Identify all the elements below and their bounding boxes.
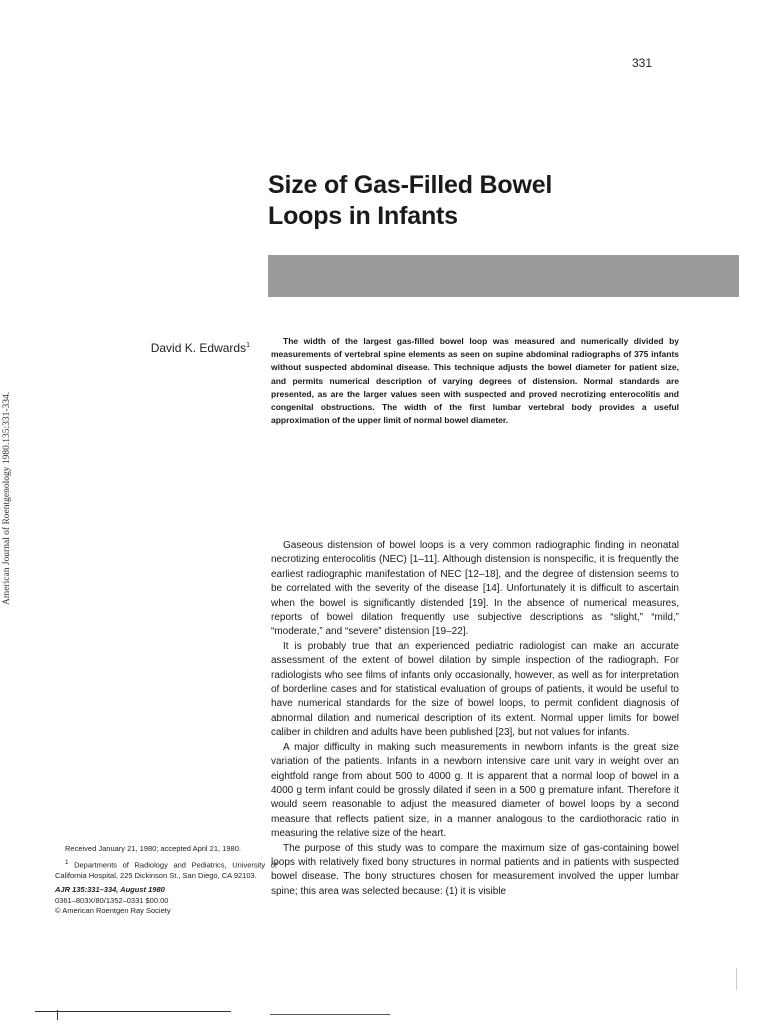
body-paragraph: It is probably true that an experienced pediatric radiologist can make an accurate assessment of the extent of bowel dilation by simple inspection of the radiograph. For radiologists who see films of infants only occasionally, however, as well as for interpretation of borderline cases and for statistical evaluation of groups of patients, it would be useful to have numerical standards for the size of bowel loops, to permit confident diagnosis of abnormal dilation and numerical description of its extent. Normal upper limits for bowel caliber in children and adults have been published [23], but not values for infants. [271,640,679,739]
bottom-tick-mark [57,1010,58,1020]
affiliation-text: Departments of Radiology and Pediatrics, University of California Hospital, 225 Dickinson St., San Diego, CA 92103. [55,860,277,881]
title-divider-bar [268,255,739,297]
scan-edge-mark [736,968,737,990]
title-line-2: Loops in Infants [268,202,458,230]
article-title [268,170,688,232]
author-name: David K. Edwards [150,341,247,355]
journal-reference: AJR 135:331–334, August 1980 [55,884,165,894]
page-number: 331 [631,56,652,70]
author-byline [120,341,250,355]
footnote-journal [55,885,277,896]
footnote-received: Received January 21, 1980; accepted April 21, 1980. [65,844,241,853]
side-citation: American Journal of Roentgenology 1980.135:331-334. [2,391,12,605]
body-text [271,539,679,899]
abstract: The width of the largest gas-filled bowel loop was measured and numerically divided by measurements of vertebral spine elements as seen on supine abdominal radiographs of 375 infants without suspected abdominal disease. This technique adjusts the bowel diameter for patient size, and permits numerical description of varying degrees of distension. Normal standards are presented, as are the larger values seen with suspected and proved necrotizing enterocolitis and congenital obstructions. The width of the first lumbar vertebral body provides a useful approximation of the upper limit of normal bowel diameter. [271,336,679,426]
author-footnote-mark: 1 [246,342,250,349]
footnote-issn: 0361–803X/80/1352–0331 $00.00 [55,895,169,905]
bottom-rule-right [270,1014,390,1015]
body-paragraph: A major difficulty in making such measurements in newborn infants is the great size variation of the patients. Infants in a newborn intensive care unit vary in weight over an eightfold range from about 500 to 4000 g. It is apparent that a normal loop of bowel in a 4000 g term infant could be grossly dilated if seen in a 500 g premature infant. Therefore it would seem reasonable to adjust the measured diameter of bowel loops by a second measure that reflects patient size, in a manner analogous to the cardiothoracic ratio in measuring the relative size of the heart. [271,741,679,840]
footnotes [55,844,277,917]
body-paragraph: Gaseous distension of bowel loops is a very common radiographic finding in neonatal necrotizing enterocolitis (NEC) [1–11]. Although distension is nonspecific, it is frequently the earliest radiographic manifestation of NEC [12–18], and the degree of distension seems to be correlated with the severity of the disease [14]. Unfortunately it is difficult to ascertain when the bowel is significantly distended [19]. In the absence of numerical measures, reports of bowel dilation frequently use subjective descriptions as “slight,” “mild,” “moderate,” and “severe” distension [19–22]. [271,540,679,638]
bottom-rule-left [35,1011,231,1012]
title-line-1: Size of Gas-Filled Bowel [268,171,553,199]
affiliation-mark: 1 [65,858,69,866]
footnote-copyright: © American Roentgen Ray Society [55,906,171,916]
body-paragraph: The purpose of this study was to compare the maximum size of gas-containing bowel loops with relatively fixed bony structures in normal patients and in patients with suspected bowel disease. The bony structures chosen for measurement involved the upper lumbar spine; this area was selected because: (1) it is visible [271,842,679,897]
footnote-affiliation [55,858,277,882]
